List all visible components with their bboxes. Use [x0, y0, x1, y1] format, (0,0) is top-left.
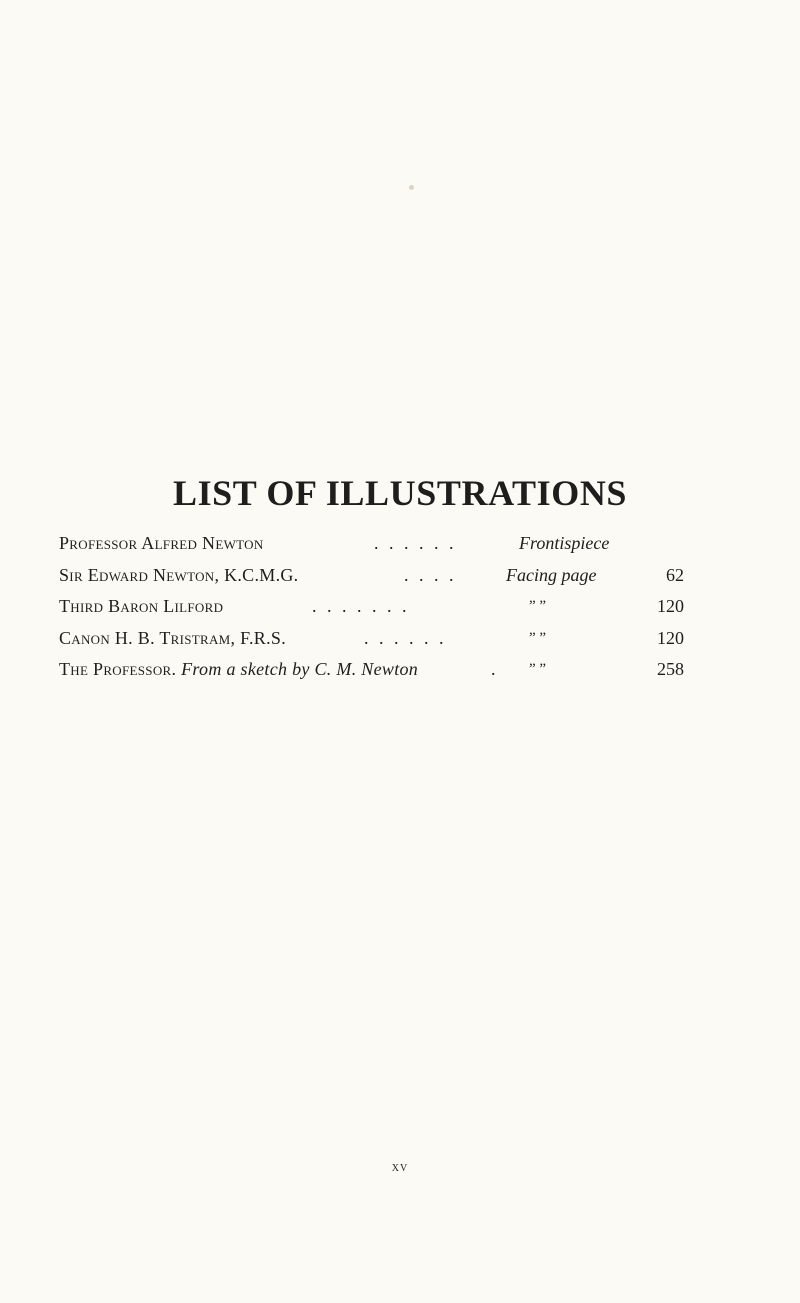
- dot-leaders: . . . . . .: [364, 627, 447, 648]
- page-title: LIST OF ILLUSTRATIONS: [172, 473, 628, 514]
- ditto-marks: ” ”: [529, 598, 547, 614]
- illustration-title: Third Baron Lilford: [59, 596, 224, 616]
- dot-leaders: . . . . . . .: [312, 596, 410, 616]
- dot-leaders: . . . . . .: [374, 533, 457, 553]
- paper-spot: [409, 185, 414, 190]
- illustration-credit: From a sketch by C. M. Newton: [181, 659, 419, 679]
- list-item: [59, 623, 684, 655]
- page-number: 120: [657, 596, 684, 616]
- placement-label: Frontispiece: [519, 533, 610, 553]
- placement-label: Facing page: [506, 564, 597, 585]
- illustrations-list: [59, 528, 684, 686]
- page-folio: xv: [391, 1160, 409, 1175]
- list-item: [59, 528, 684, 560]
- ditto-marks: ” ”: [529, 661, 547, 677]
- list-item: [59, 591, 684, 623]
- dot-leaders: .: [491, 659, 496, 679]
- illustration-title-main: The Professor.: [59, 659, 177, 679]
- dot-leaders: . . . .: [404, 564, 457, 585]
- page-number: 258: [657, 659, 684, 679]
- illustration-title: [59, 654, 418, 686]
- illustration-title: Sir Edward Newton, K.C.M.G.: [59, 564, 299, 585]
- ditto-marks: ” ”: [529, 629, 547, 646]
- illustration-title: Canon H. B. Tristram, F.R.S.: [59, 627, 287, 648]
- list-item: [59, 560, 684, 592]
- illustration-title: Professor Alfred Newton: [59, 533, 264, 553]
- page-number: 120: [657, 627, 684, 648]
- list-item: [59, 654, 684, 686]
- page-number: 62: [666, 564, 684, 585]
